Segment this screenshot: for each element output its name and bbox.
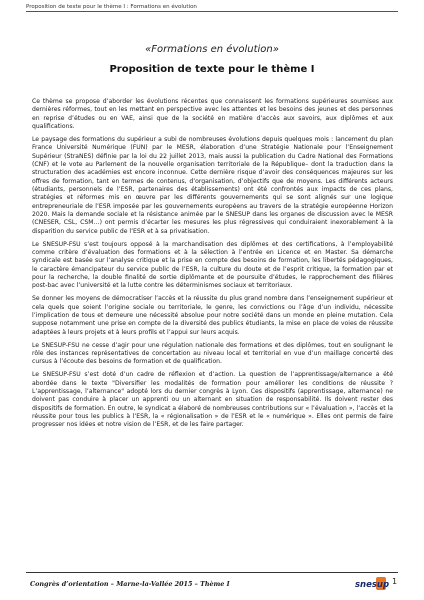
paragraph-intro: Ce thème se propose d’aborder les évolutions récentes que connaissent les formations supérieures soumises aux dernières réformes, tout en les mettant en perspective avec les attentes et les besoins des jeunes et des personnes en reprise d’études ou en VAE, ainsi que de la société en matière d’accès aux savoirs, aux diplômes et aux qualifications.: [32, 98, 393, 131]
page-number: 1: [392, 577, 398, 586]
footer-text: Congrès d’orientation – Marne-la-Vallée 2015 – Thème I: [30, 580, 230, 588]
snesup-logo-text: snesup: [355, 580, 390, 590]
document-title: Proposition de texte pour le thème I: [109, 64, 315, 75]
paragraph-regulation: Le SNESUP-FSU ne cesse d’agir pour une régulation nationale des formations et des diplômes, tout en soulignant le rôle des instances représentatives de concertation au niveau local et territorial en vue d’un maillage concerté des cursus à l’écoute des besoins de formation et de qualification.: [32, 341, 393, 366]
body-text: [32, 98, 393, 434]
document-subtitle: «Formations en évolution»: [145, 44, 279, 55]
paragraph-democratisation: Se donner les moyens de démocratiser l’accès et la réussite du plus grand nombre dans l’enseignement supérieur et cela quels que soient l’origine sociale ou territoriale, le genre, les convictions ou l’âge d’un individu, nécessite l’implication de tous et demeure une nécessité absolue pour notre société dans un monde en pleine mutation. Cela suppose notamment une prise en compte de la diversité des publics étudiants, la mise en place de voies de réussite adaptées à leurs projets et à leurs profils et l’appui sur leurs acquis.: [32, 295, 393, 336]
paragraph-framework: Le SNESUP-FSU s’est doté d’un cadre de réflexion et d’action. La question de l’apprentissage/alternance a été abordée dans le texte "Diversifier les modalités de formation pour améliorer les conditions de réussite ? L’apprentissage, l’alternance" adopté lors du dernier congrès à Lyon. Ces dispositifs (apprentissage, alternance) ne doivent pas conduire à placer un apprenti ou un alternant en situation de responsabilité. Ils doivent rester des dispositifs de formation. En outre, le syndicat a élaboré de nombreuses contributions sur « l’évaluation », l’accès et la réussite pour tous les publics à l’ESR, la « régionalisation » de l’ESR et le « numérique ». Elles ont permis de faire progresser nos idées et notre vision de l’ESR, et de les faire partager.: [32, 371, 393, 429]
running-header: Proposition de texte pour le thème I : Formations en évolution: [26, 4, 197, 10]
paragraph-landscape: Le paysage des formations du supérieur a subi de nombreuses évolutions depuis quelques mois : lancement du plan France Université Numérique (FUN) par le MESR, élaboration d’une Stratégie Nationale pour l’Enseignement Supérieur (StraNES) définie par la loi du 22 juillet 2013, mais aussi la publication du Cadre National des Formations (CNF) et le vote au Parlement de la nouvelle organisation territoriale de la République– dont la traduction dans la structuration des académies est encore inconnue. Cette dernière risque d’avoir des conséquences majeures sur les offres de formation, tant en termes de contenus, d’organisation, d’objectifs que de moyens. Les différents acteurs (étudiants, personnels de l’ESR, partenaires des établissements) ont été confrontés aux impacts de ces plans, stratégies et réformes mis en œuvre par les différents gouvernements qui se sont alignés sur une logique entrepreneuriale de l’ESR imposée par les gouvernements européens au travers de la stratégie européenne Horizon 2020. Mais la demande sociale et la résistance animée par le SNESUP dans les organes de discussion avec le MESR (CNESER, CSL, CSM…) ont permis d’écarter les mesures les plus régressives qui conduiraient inexorablement à la disparition du service public de l’ESR et à sa privatisation.: [32, 135, 393, 235]
snesup-logo: [354, 574, 390, 594]
footer-divider: [26, 572, 398, 573]
paragraph-snesup-position: Le SNESUP-FSU s’est toujours opposé à la marchandisation des diplômes et des certifications, à l’employabilité comme critère d’évaluation des formations et à la sélection à l’entrée en Licence et en Master. Sa démarche syndicale est basée sur l’analyse critique et la prise en compte des besoins de formation, les libertés pédagogiques, le caractère émancipateur du service public de l’ESR, la culture du doute et de l’esprit critique, la formation par et pour la recherche, la double finalité de sortie diplômante et de poursuite d’études, le rapprochement des filières post-bac avec l’université et la lutte contre les déterminismes sociaux et territoriaux.: [32, 240, 393, 290]
header-divider: [26, 11, 398, 12]
